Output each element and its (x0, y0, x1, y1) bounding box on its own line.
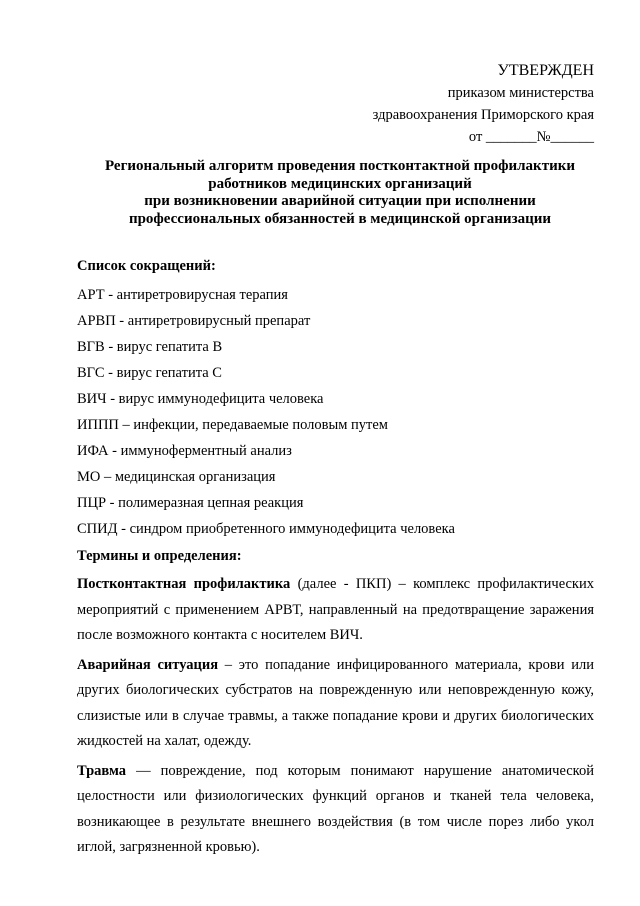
approval-block (373, 60, 594, 148)
term-name: Аварийная ситуация (77, 656, 219, 673)
abbreviation-item: СПИД - синдром приобретенного иммунодефицита человека (77, 521, 455, 537)
term-definition (77, 653, 594, 755)
approval-line-order: приказом министерства (447, 85, 594, 101)
terms-heading: Термины и определения: (77, 548, 242, 564)
term-definition (77, 572, 594, 649)
abbreviations-list (77, 282, 594, 542)
term-text: — повреждение, под которым понимают нарушение анатомической целостности или физиологических функций органов и тканей тела человека, возникающее в результате внешнего воздействия (в том числе порез либо укол иглой, загрязненной кровью). (77, 762, 594, 855)
approval-line-ministry: здравоохранения Приморского края (372, 107, 594, 123)
document-title (70, 158, 610, 228)
abbreviation-item: ВГС - вирус гепатита С (77, 365, 222, 381)
abbreviation-item: ИППП – инфекции, передаваемые половым путем (77, 417, 388, 433)
abbreviation-item: ПЦР - полимеразная цепная реакция (77, 495, 304, 511)
term-name: Травма (77, 762, 127, 779)
term-name: Постконтактная профилактика (77, 576, 291, 592)
abbreviation-item: АРВП - антиретровирусный препарат (77, 313, 311, 329)
term-definition (77, 759, 594, 861)
approval-heading: УТВЕРЖДЕН (497, 62, 594, 79)
title-line-4: профессиональных обязанностей в медицинской организации (128, 210, 552, 227)
abbreviation-item: АРТ - антиретровирусная терапия (77, 287, 288, 303)
abbreviation-item: ВГВ - вирус гепатита В (77, 339, 223, 355)
title-line-3: при возникновении аварийной ситуации при исполнении (144, 193, 536, 209)
abbreviation-item: МО – медицинская организация (77, 469, 276, 485)
title-line-2: работников медицинских организаций (208, 175, 472, 192)
abbreviation-item: ВИЧ - вирус иммунодефицита человека (77, 391, 324, 407)
abbreviation-item: ИФА - иммуноферментный анализ (77, 443, 292, 459)
abbreviations-heading: Список сокращений: (77, 258, 216, 274)
title-line-1: Региональный алгоритм проведения постконтактной профилактики (104, 158, 576, 174)
document-body (77, 256, 594, 865)
approval-line-date-number: от _______№______ (468, 129, 594, 145)
term-text: – это попадание инфицированного материала, крови или других биологических субстратов на поврежденную или неповрежденную кожу, слизистые или в случае травмы, а также попадание крови и других биологических жидкостей на халат, одежду. (77, 656, 595, 749)
term-text: (далее - ПКП) – комплекс профилактических мероприятий с применением АРВТ, направленный на предотвращение заражения после возможного контакта с носителем ВИЧ. (77, 576, 594, 643)
